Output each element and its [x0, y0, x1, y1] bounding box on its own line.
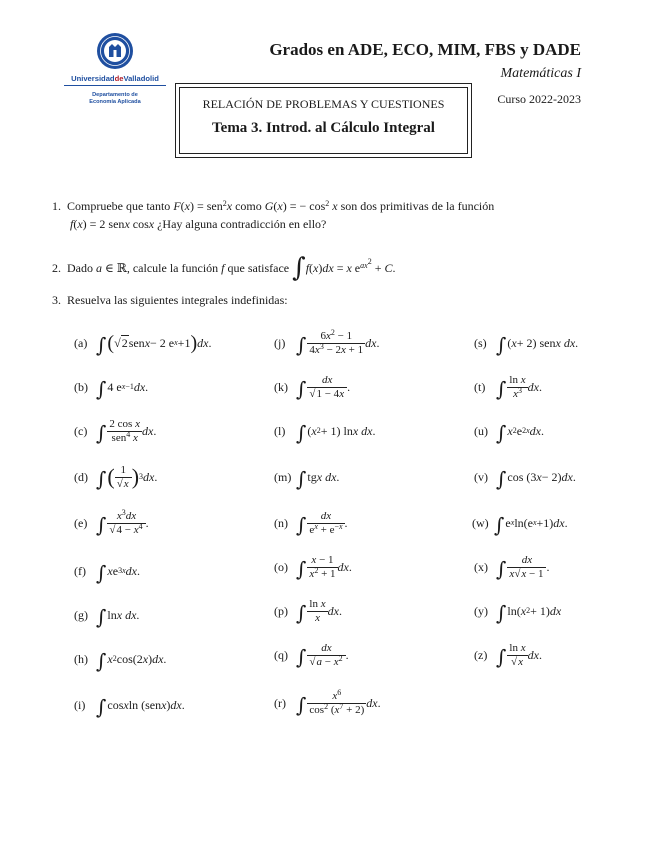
- integral-j: (j) ∫ $\frac{6x^2 - 1}{4x^3 - 2x + 1}$ dx .: [274, 327, 380, 357]
- integral-t: (t) ∫ $\frac{\text{ln x}}{x^3}$ dx .: [474, 373, 542, 401]
- problem-3-intro: 3. Resuelva las siguientes integrales indefinidas:: [52, 293, 288, 307]
- integral-d: (d) ∫ ( $\frac{1}{√x}$ ) 3 dx .: [74, 463, 158, 491]
- integral-z: (z) ∫ $\frac{\text{ln x}}{√x}$ dx .: [474, 641, 542, 669]
- integral-a: (a) ∫ ( √ 2 sen x − 2 e x +1 ) dx .: [74, 331, 212, 357]
- problem-2: 2. Dado a ∈ ℝ, calcule la función f que satisface ∫f(x)dx = x $e^{ax^2} + C$.: [52, 253, 396, 283]
- department-name: Departamento de Economía Aplicada: [89, 92, 141, 105]
- integral-i: (i) ∫ cos x ln (sen x ) dx .: [74, 695, 185, 719]
- integral-b: (b) ∫ 4 e x−1 dx .: [74, 377, 149, 401]
- integral-s: (s) ∫ ( x + 2) sen x dx .: [474, 333, 579, 357]
- integral-y: (y) ∫ ln( x 2 + 1) dx: [474, 601, 562, 625]
- integral-q: (q) ∫ $\frac{dx}{√a - x^2}$ .: [274, 641, 349, 669]
- subject-name: Matemáticas I: [500, 66, 581, 81]
- integral-r: (r) ∫ $\frac{x^6}{\cos^2 (x^7 + 2)}$ dx .: [274, 687, 381, 717]
- integral-h: (h) ∫ x 2 cos(2 x ) dx .: [74, 649, 167, 673]
- integral-c: (c) ∫ $\frac{\text{2 cos x}}{sen^4 x}$ dx .: [74, 417, 157, 445]
- integral-f: (f) ∫ x e 3x dx .: [74, 561, 140, 585]
- problem-1-line-2: f(x) = 2 senx cosx ¿Hay alguna contradicción en ello?: [70, 217, 327, 231]
- integral-n: (n) ∫ $\frac{dx}{e^x + e^{-x}}$ .: [274, 509, 348, 537]
- integral-l: (l) ∫ ( x 2 + 1) ln x dx .: [274, 421, 376, 445]
- integral-x: (x) ∫ $\frac{dx}{x√x - 1}$ .: [474, 553, 550, 581]
- topic-title: Tema 3. Introd. al Cálculo Integral: [212, 120, 435, 136]
- integral-o: (o) ∫ $\frac{x - 1}{x^2 + 1}$ dx .: [274, 553, 352, 581]
- integral-k: (k) ∫ $\frac{dx}{√1 - 4x}$ .: [274, 373, 351, 401]
- university-name: UniversidaddeValladolid: [71, 74, 159, 83]
- problem-1-line-1: 1. Compruebe que tanto F(x) = sen$^2$x como G(x) = − $\cos^2 x$ son dos primitivas de la función: [52, 199, 495, 213]
- sheet-type: RELACIÓN DE PROBLEMAS Y CUESTIONES: [202, 97, 445, 111]
- integral-e: (e) ∫ $\frac{x^3dx}{√4 - x^4}$ .: [74, 507, 149, 537]
- course-year: Curso 2022-2023: [497, 92, 581, 106]
- integral-p: (p) ∫ $\frac{\text{ln x}}{x}$ dx .: [274, 597, 342, 625]
- integral-v: (v) ∫ cos (3 x − 2) dx .: [474, 467, 576, 491]
- university-logo: [60, 32, 170, 106]
- page-title: Grados en ADE, ECO, MIM, FBS y DADE: [269, 40, 581, 59]
- integral-m: (m) ∫ tg x dx .: [274, 467, 340, 491]
- logo-divider: [64, 85, 166, 86]
- integral-g: (g) ∫ ln x dx .: [74, 605, 140, 629]
- integral-w: (w) ∫ e x ln(e x +1) dx .: [472, 513, 568, 537]
- integral-u: (u) ∫ x 2 e 2x dx .: [474, 421, 544, 445]
- university-seal-icon: [96, 32, 134, 70]
